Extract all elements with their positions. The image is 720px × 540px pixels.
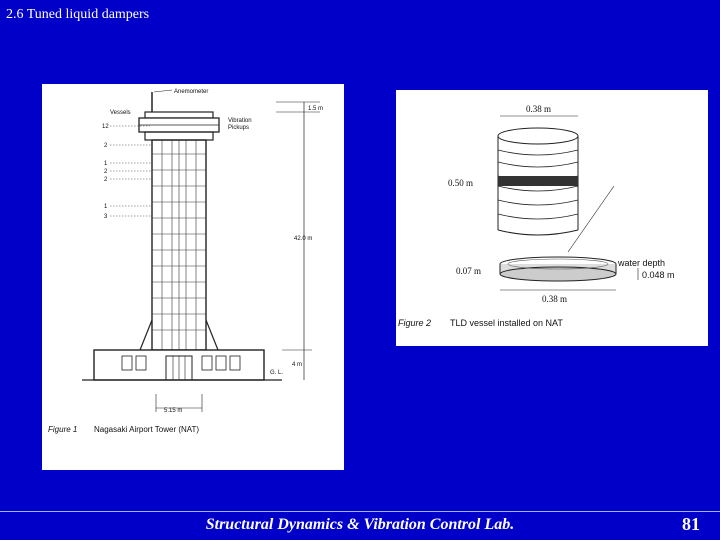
figure2-caption-text: TLD vessel installed on NAT [450,318,563,328]
slide-title: 2.6 Tuned liquid dampers [6,7,150,22]
vessel-count-3: 1 [104,161,108,167]
pickups-label: Pickups [228,125,250,131]
top-diameter-label: 0.38 m [526,104,552,114]
vessel-count-7: 3 [104,214,108,220]
figure1-caption-number: Figure 1 [48,425,78,434]
vessel-height-label: 0.07 m [456,266,482,276]
vessel-count-2: 2 [104,143,108,149]
tld-vessel-figure [396,90,708,346]
tower-figure [42,84,344,470]
page-number: 81 [682,514,700,534]
anemometer-label: Anemometer [174,89,209,95]
figure1-caption-text: Nagasaki Airport Tower (NAT) [94,425,200,434]
ground-level-label: G. L. [270,370,284,376]
footer-lab-name: Structural Dynamics & Vibration Control Lab. [205,516,515,533]
bottom-diameter-label: 0.38 m [542,294,568,304]
vessel-count-4: 2 [104,169,108,175]
height-dimension-label: 42.0 m [294,236,313,242]
tower-drawing [42,84,344,470]
vessels-label: Vessels [110,110,131,116]
top-dimension-label: 1.5 m [308,106,324,112]
footer-divider [0,511,720,512]
vibration-label: Vibration [228,118,252,124]
water-depth-label: water depth [618,258,666,268]
vessel-count-5: 2 [104,177,108,183]
vessel-count-6: 1 [104,204,108,210]
cylinder-height-label: 0.50 m [448,178,474,188]
vessel-count-1: 12 [102,124,109,130]
width-dimension-label: 5.15 m [164,408,183,414]
base-height-label: 4 m [292,362,303,368]
water-depth-value: 0.048 m [642,270,675,280]
figure2-caption-number: Figure 2 [398,318,432,328]
tld-vessel-drawing [396,90,708,346]
